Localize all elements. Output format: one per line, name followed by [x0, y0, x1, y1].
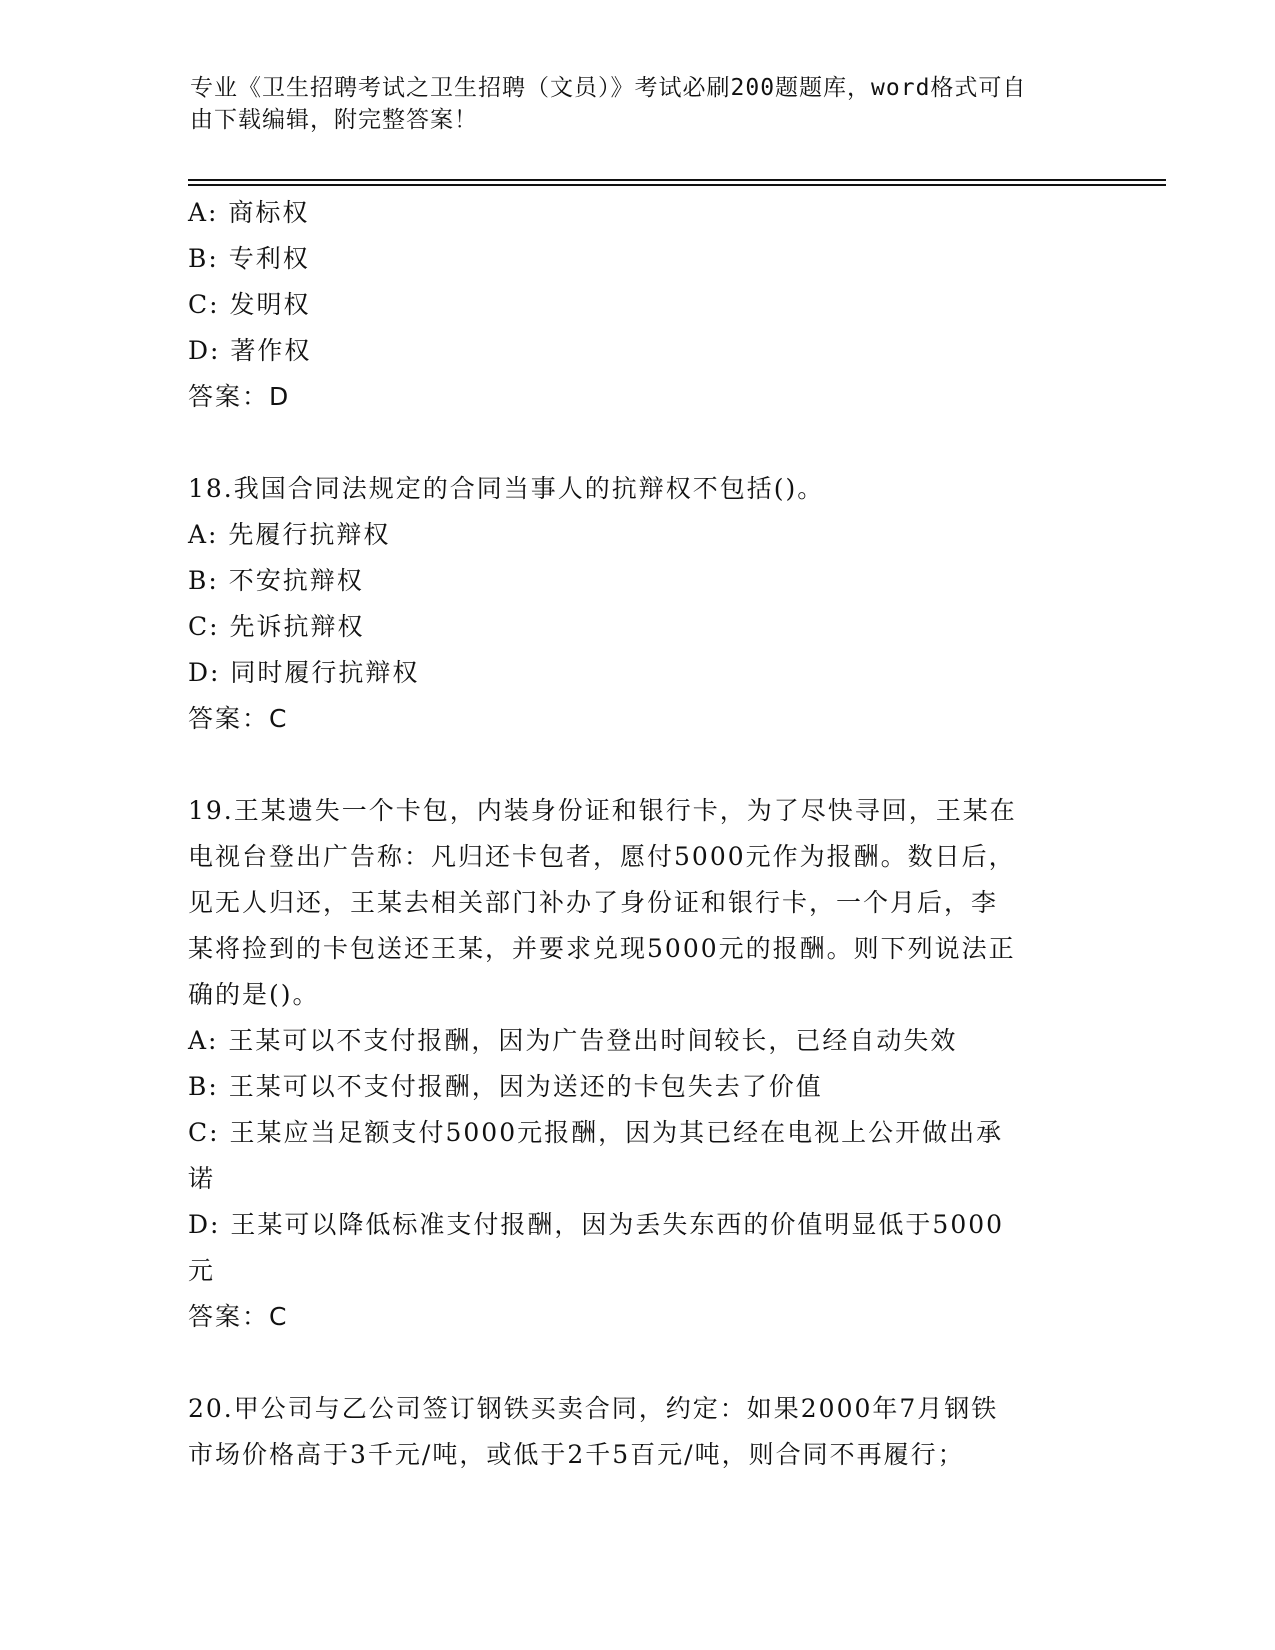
option-c: C: 王某应当足额支付5000元报酬，因为其已经在电视上公开做出承 — [188, 1118, 1004, 1147]
option-a: A: 先履行抗辩权 — [188, 520, 391, 549]
question-stem: 18.我国合同法规定的合同当事人的抗辩权不包括()。 — [188, 474, 825, 503]
header-line-1: 专业《卫生招聘考试之卫生招聘（文员）》考试必刷200题题库，word格式可自 — [190, 75, 1027, 101]
option-d: D: 同时履行抗辩权 — [188, 658, 420, 687]
option-b: B: 专利权 — [188, 244, 310, 273]
question-stem-line: 确的是()。 — [188, 980, 320, 1009]
header-rule-bottom — [188, 184, 1166, 186]
question-19 — [188, 788, 1088, 1340]
answer: 答案：C — [188, 1302, 289, 1331]
question-stem-line: 电视台登出广告称：凡归还卡包者，愿付5000元作为报酬。数日后， — [188, 842, 1016, 871]
option-a: A: 王某可以不支付报酬，因为广告登出时间较长，已经自动失效 — [188, 1026, 958, 1055]
answer: 答案：D — [188, 382, 291, 411]
question-list — [188, 190, 1088, 1478]
option-c: C: 先诉抗辩权 — [188, 612, 365, 641]
question-stem-line: 见无人归还，王某去相关部门补办了身份证和银行卡，一个月后，李 — [188, 888, 999, 917]
question-stem-line: 20.甲公司与乙公司签订钢铁买卖合同，约定：如果2000年7月钢铁 — [188, 1394, 999, 1423]
option-b: B: 王某可以不支付报酬，因为送还的卡包失去了价值 — [188, 1072, 823, 1101]
option-d: D: 著作权 — [188, 336, 312, 365]
question-17 — [188, 190, 1088, 420]
option-b: B: 不安抗辩权 — [188, 566, 364, 595]
option-d-continued: 元 — [188, 1256, 216, 1285]
question-stem-line: 19.王某遗失一个卡包，内装身份证和银行卡，为了尽快寻回，王某在 — [188, 796, 1017, 825]
question-18 — [188, 466, 1088, 742]
document-header — [190, 72, 1090, 136]
answer: 答案：C — [188, 704, 289, 733]
option-a: A: 商标权 — [188, 198, 310, 227]
question-stem-line: 市场价格高于3千元/吨，或低于2千5百元/吨，则合同不再履行； — [188, 1440, 965, 1469]
header-rule-top — [188, 179, 1166, 181]
question-stem-line: 某将捡到的卡包送还王某，并要求兑现5000元的报酬。则下列说法正 — [188, 934, 1016, 963]
question-20 — [188, 1386, 1088, 1478]
header-line-2: 由下载编辑，附完整答案！ — [190, 107, 478, 133]
option-c: C: 发明权 — [188, 290, 311, 319]
option-d: D: 王某可以降低标准支付报酬，因为丢失东西的价值明显低于5000 — [188, 1210, 1005, 1239]
option-c-continued: 诺 — [188, 1164, 216, 1193]
